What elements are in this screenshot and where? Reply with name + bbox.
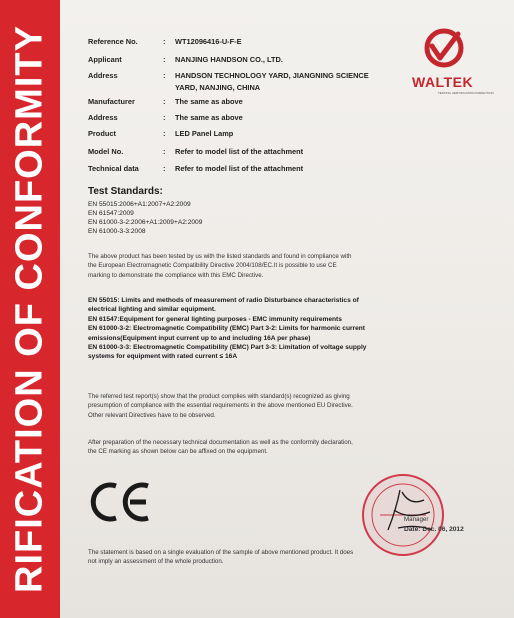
- description-line: EN 55015: Limits and methods of measurement of radio Disturbance characteristics of: [88, 297, 359, 304]
- logo-wordmark: WALTEK: [412, 74, 474, 90]
- description-line: electrical lighting and similar equipment.: [88, 306, 216, 314]
- presumption-paragraph: [88, 392, 468, 420]
- paragraph-line: Other relevant Directives have to be observed.: [88, 411, 216, 419]
- paragraph-line: After preparation of the necessary technical documentation as well as the conformity declaration,: [88, 439, 353, 446]
- info-value: WT12096416-U-F-E: [175, 37, 242, 46]
- paragraph-line: presumption of compliance with the essential requirements in the above mentioned EU Directive.: [88, 402, 353, 410]
- standards-heading: Test Standards:: [88, 186, 163, 197]
- info-label: Address: [88, 71, 118, 80]
- standard-item: EN 55015:2006+A1:2007+A2:2009: [88, 201, 191, 208]
- ce-mark-icon: [86, 480, 156, 524]
- info-separator: :: [163, 129, 166, 138]
- signature-date: [404, 526, 464, 533]
- info-label: Reference No.: [88, 37, 138, 46]
- footer-statement: [88, 548, 468, 567]
- info-value: The same as above: [175, 113, 243, 122]
- info-label: Model No.: [88, 147, 124, 156]
- description-line: EN 61547:Equipment for general lighting purposes - EMC immunity requirements: [88, 315, 342, 323]
- description-line: EN 61000-3-3: Electromagnetic Compatibility (EMC) Part 3-3: Limitation of voltage supply: [88, 344, 367, 352]
- compliance-paragraph: [88, 252, 468, 280]
- ce-mark-text: CE: [86, 480, 88, 481]
- info-label: Technical data: [88, 164, 139, 173]
- info-value: Refer to model list of the attachment: [175, 147, 304, 156]
- side-banner-text: RIFICATION OF CONFORMITY: [8, 25, 51, 593]
- approval-stamp: [358, 470, 448, 560]
- info-value: YARD, NANJING, CHINA: [175, 83, 261, 92]
- info-label: Manufacturer: [88, 97, 135, 106]
- paragraph-line: the CE marking as shown below can be affixed on the equipment.: [88, 448, 268, 456]
- info-separator: :: [163, 37, 166, 46]
- info-separator: :: [163, 164, 166, 173]
- info-value: The same as above: [175, 97, 243, 106]
- footer-line: not imply an assessment of the whole production.: [88, 558, 224, 566]
- info-value: LED Panel Lamp: [175, 129, 234, 138]
- description-line: systems for equipment with rated current ≤ 16A: [88, 353, 238, 361]
- info-value: NANJING HANDSON CO., LTD.: [175, 55, 283, 64]
- info-label: Address: [88, 113, 118, 122]
- info-label: Product: [88, 129, 116, 138]
- info-value: Refer to model list of the attachment: [175, 164, 304, 173]
- info-value: HANDSON TECHNOLOGY YARD, JIANGNING SCIENCE: [175, 71, 369, 80]
- info-separator: :: [163, 97, 166, 106]
- ce-marking-paragraph: [88, 438, 468, 457]
- paragraph-line: The referred test report(s) show that the product complies with standard(s) recognized as giving: [88, 393, 350, 400]
- date-label: Date:: [404, 526, 421, 533]
- standard-item: EN 61547:2009: [88, 210, 134, 217]
- info-separator: :: [163, 113, 166, 122]
- info-separator: :: [163, 71, 166, 80]
- date-value: Dec. 06, 2012: [422, 526, 464, 533]
- description-line: emissions(Equipment input current up to and including 16A per phase): [88, 334, 311, 342]
- manager-label: Manager: [404, 516, 429, 523]
- paragraph-line: marking to demonstrate the compliance with this EMC Directive.: [88, 271, 264, 279]
- info-separator: :: [163, 147, 166, 156]
- paragraph-line: the European Electromagnetic Compatibility Directive 2004/108/EC.It is possible to use CE: [88, 262, 337, 270]
- footer-line: The statement is based on a single evaluation of the sample of above mentioned product. It does: [88, 549, 354, 556]
- logo-tagline: TESTING CERTIFICATION INSPECTION: [438, 91, 494, 95]
- info-separator: :: [163, 55, 166, 64]
- standard-item: EN 61000-3-2:2006+A1:2009+A2:2009: [88, 219, 203, 226]
- side-banner: [0, 0, 60, 618]
- info-label: Applicant: [88, 55, 122, 64]
- standard-descriptions: [88, 296, 483, 362]
- paragraph-line: The above product has been tested by us with the listed standards and found in compliance with: [88, 253, 352, 260]
- description-line: EN 61000-3-2: Electromagnetic Compatibility (EMC) Part 3-2: Limits for harmonic current: [88, 325, 365, 333]
- standard-item: EN 61000-3-3:2008: [88, 228, 146, 235]
